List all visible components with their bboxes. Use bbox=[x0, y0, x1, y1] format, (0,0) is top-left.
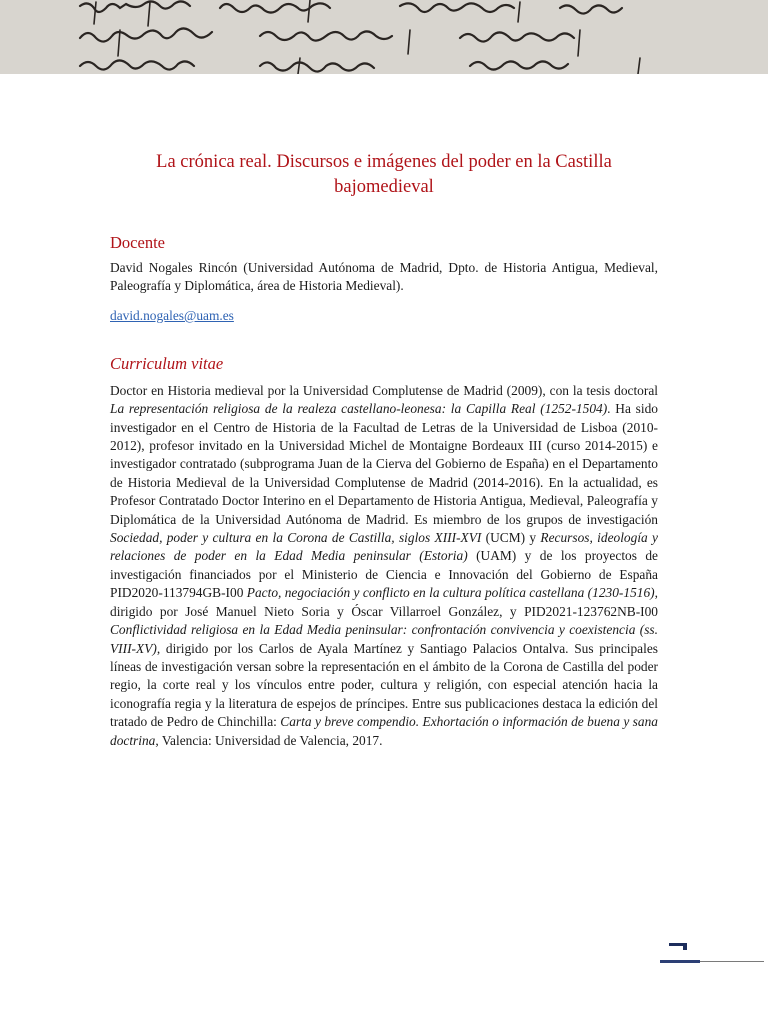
docente-text: David Nogales Rincón (Universidad Autónoma de Madrid, Dpto. de Historia Antigua, Medieval, Paleografía y Diplomática, área de Historia Medieval). bbox=[110, 260, 658, 294]
cv-paragraph bbox=[110, 382, 658, 750]
cv-text-run: (UAM) y de los proyectos de investigación financiados por el Ministerio de Ciencia e Innovación del Gobierno de España PID2020-113794GB-I00 bbox=[110, 548, 658, 601]
cv-text-run: . Ha sido investigador en el Centro de Historia de la Facultad de Letras de la Universidad de Lisboa (2010-2012), profesor invitado en la Universidad Michel de Montaigne Bordeaux III (curso 2014-2015) e investigador contratado (subprograma Juan de la Cierva del Gobierno de España) en el Departamento de Historia Medieval de la Universidad Complutense de Madrid (2014-2016). En la actualidad, es Profesor Contratado Doctor Interino en el Departamento de Historia Antigua, Medieval, Paleografía y Diplomática de la Universidad Autónoma de Madrid. Es miembro de los grupos de investigación bbox=[110, 401, 658, 527]
cv-text-run: , dirigido por los Carlos de Ayala Martínez y Santiago Palacios Ontalva. Sus principales líneas de investigación versan sobre la representación en el ámbito de la Corona de Castilla del poder regio, la corte real y los vínculos entre poder, cultura y religión, con especial atención hacia la iconografía regia y la literatura de espejos de príncipes. Entre sus publicaciones destaca la edición del tratado de Pedro de Chinchilla: bbox=[110, 640, 658, 730]
handwriting-strokes bbox=[0, 0, 768, 74]
page-number-one-icon bbox=[666, 935, 690, 957]
document-title: La crónica real. Discursos e imágenes del poder en la Castilla bajomedieval bbox=[156, 152, 612, 197]
email-link[interactable]: david.nogales@uam.es bbox=[110, 307, 234, 323]
cv-text-run: (UCM) y bbox=[481, 530, 541, 546]
cv-italic-title: Carta y breve compendio. Exhortación o información de buena y sana doctrina bbox=[110, 714, 658, 748]
cv-italic-title: La representación religiosa de la realeza castellano-leonesa: la Capilla Real (1252-1504) bbox=[110, 401, 608, 417]
cv-text-run: , dirigido por José Manuel Nieto Soria y Óscar Villarroel González, y PID2021-123762NB-I00 bbox=[110, 585, 658, 619]
docente-heading: Docente bbox=[110, 233, 165, 252]
footer-rule-accent bbox=[660, 960, 700, 963]
document-body bbox=[110, 150, 658, 750]
cv-italic-title: Pacto, negociación y conflicto en la cultura política castellana (1230-1516) bbox=[246, 585, 655, 601]
cv-text-run: , Valencia: Universidad de Valencia, 2017. bbox=[155, 732, 383, 748]
cv-italic-title: Sociedad, poder y cultura en la Corona de Castilla, siglos XIII-XVI bbox=[110, 530, 482, 546]
page-number-marker bbox=[666, 935, 690, 957]
cv-heading: Curriculum vitae bbox=[110, 353, 224, 373]
cv-italic-title: Conflictividad religiosa en la Edad Media peninsular: confrontación convivencia y coexistencia (ss. VIII-XV) bbox=[110, 622, 658, 656]
cv-italic-title: Recursos, ideología y relaciones de poder en la Edad Media peninsular (Estoria) bbox=[110, 530, 658, 564]
manuscript-banner-image bbox=[0, 0, 768, 74]
cv-text-run: Doctor en Historia medieval por la Universidad Complutense de Madrid (2009), con la tesis doctoral bbox=[110, 382, 658, 398]
